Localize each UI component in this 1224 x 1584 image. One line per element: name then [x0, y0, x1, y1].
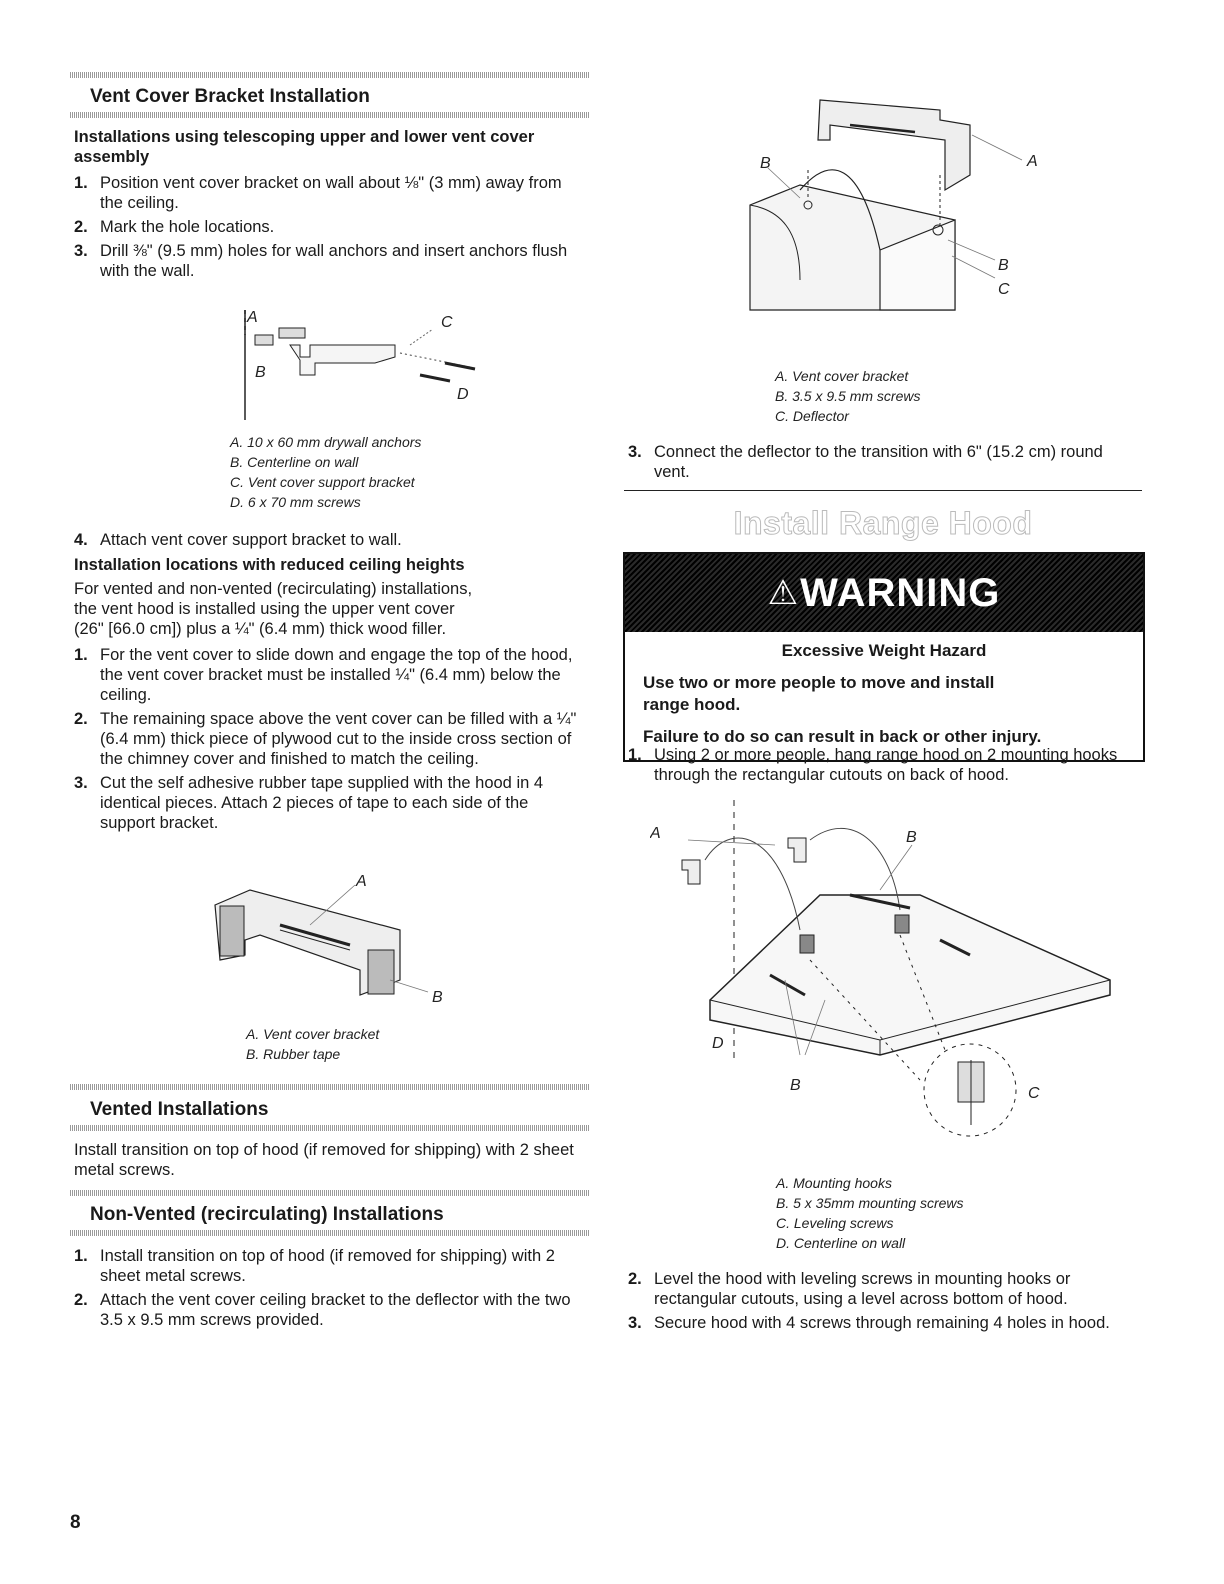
warning-word: WARNING — [800, 570, 1001, 615]
caption-line: D. 6 x 70 mm screws — [230, 494, 361, 510]
warning-line1: Use two or more people to move and install range hood. — [643, 673, 995, 714]
section-rule-top — [70, 1084, 590, 1090]
caption-line: B. Rubber tape — [246, 1046, 341, 1062]
label-a: A — [356, 873, 367, 890]
label-b: B — [906, 829, 917, 846]
figure4-captions — [776, 1173, 1076, 1253]
section-rule-bottom — [70, 1230, 590, 1236]
section-rule-top — [70, 72, 590, 78]
list-item: 1. For the vent cover to slide down and engage the top of the hood, the vent cover bracket must be installed ¼" (6.4 mm) below the ceiling. — [74, 646, 573, 704]
section-rule-bottom — [70, 112, 590, 118]
label-d: D — [457, 386, 469, 403]
reduced-ceiling-paragraph: For vented and non-vented (recirculating) installations, the vent hood is installed using the upper vent cover (26" [66.0 cm]) plus a ¼" (6.4 mm) thick wood filler. — [74, 580, 473, 638]
warning-hazard: Excessive Weight Hazard — [781, 641, 987, 660]
figure-deflector — [740, 80, 1060, 320]
warning-box — [623, 552, 1145, 762]
warning-triangle-icon: ⚠ — [767, 574, 799, 612]
caption-line: B. 5 x 35mm mounting screws — [776, 1195, 964, 1211]
label-a: A — [650, 825, 661, 842]
steps-list-final — [628, 1269, 1118, 1337]
figure-support-bracket — [215, 305, 495, 425]
section-heading-vent-bracket: Vent Cover Bracket Installation — [90, 86, 370, 107]
label-d: D — [712, 1035, 724, 1052]
step4-list — [74, 530, 574, 554]
steps-list-non-vented — [74, 1246, 586, 1334]
figure2-captions — [246, 1024, 496, 1064]
vent-bracket-shape — [818, 100, 970, 190]
divider-line — [624, 490, 1142, 491]
label-c: C — [1028, 1085, 1040, 1102]
figure3-captions — [775, 366, 1035, 426]
label-b: B — [255, 364, 266, 381]
list-item: 2. Level the hood with leveling screws in mounting hooks or rectangular cutouts, using a level across bottom of hood. — [628, 1270, 1071, 1308]
screw-icon — [420, 375, 450, 381]
figure-rubber-tape — [200, 870, 460, 1020]
anchor-icon — [279, 328, 305, 338]
cutout-icon — [895, 915, 909, 933]
warning-body — [625, 632, 1143, 760]
list-item: 2. Attach the vent cover ceiling bracket to the deflector with the two 3.5 x 9.5 mm screws provided. — [74, 1291, 571, 1329]
caption-line: C. Deflector — [775, 408, 849, 424]
subheading-reduced-ceiling: Installation locations with reduced ceiling heights — [74, 556, 465, 574]
mounting-hook-icon — [682, 860, 700, 884]
label-b: B — [790, 1077, 801, 1094]
section-rule-bottom — [70, 1125, 590, 1131]
label-b: B — [432, 989, 443, 1006]
caption-line: A. Mounting hooks — [776, 1175, 892, 1191]
mounting-hook-icon — [788, 838, 806, 862]
rubber-tape-icon — [220, 906, 244, 956]
label-a: A — [247, 309, 258, 326]
label-b: B — [760, 155, 771, 172]
label-c: C — [441, 314, 453, 331]
bracket-shape — [290, 345, 395, 375]
list-item: 1. Using 2 or more people, hang range hood on 2 mounting hooks through the rectangular cutouts on back of hood. — [628, 746, 1118, 784]
section-rule-top — [70, 1190, 590, 1196]
figure1-captions — [230, 432, 530, 512]
anchor-icon — [255, 335, 273, 345]
list-item: 3. Connect the deflector to the transition with 6" (15.2 cm) round vent. — [628, 443, 1103, 481]
subheading-telescoping: Installations using telescoping upper and lower vent cover assembly — [74, 128, 535, 166]
caption-line: B. 3.5 x 9.5 mm screws — [775, 388, 921, 404]
caption-line: B. Centerline on wall — [230, 454, 359, 470]
list-item: 2. Mark the hole locations. — [74, 218, 275, 236]
rubber-tape-icon — [368, 950, 394, 994]
vented-paragraph: Install transition on top of hood (if removed for shipping) with 2 sheet metal screws. — [74, 1141, 574, 1179]
list-item: 3. Drill ⅜" (9.5 mm) holes for wall anchors and insert anchors flush with the wall. — [74, 242, 568, 280]
steps-list-bracket — [74, 173, 574, 285]
install-range-hood-title: Install Range Hood — [733, 505, 1033, 541]
warning-bar — [625, 554, 1143, 632]
label-c: C — [998, 281, 1010, 298]
list-item: 2. The remaining space above the vent cover can be filled with a ¼" (6.4 mm) thick piece of plywood cut to the inside cross section of the chimney cover and finished to match the ceiling. — [74, 710, 577, 768]
list-item: 3. Cut the self adhesive rubber tape supplied with the hood in 4 identical pieces. Attach 2 pieces of tape to each side of the support bracket. — [74, 774, 544, 832]
list-item: 3. Secure hood with 4 screws through remaining 4 holes in hood. — [628, 1314, 1110, 1332]
cutout-icon — [800, 935, 814, 953]
list-item: 1. Install transition on top of hood (if removed for shipping) with 2 sheet metal screws. — [74, 1247, 555, 1285]
warning-line2: Failure to do so can result in back or other injury. — [643, 727, 1042, 746]
figure-range-hood-mounting — [650, 800, 1120, 1150]
steps-list-reduced — [74, 645, 586, 837]
section-heading-non-vented: Non-Vented (recirculating) Installations — [90, 1204, 444, 1225]
label-a: A — [1027, 153, 1038, 170]
caption-line: C. Vent cover support bracket — [230, 474, 415, 490]
list-item: 4. Attach vent cover support bracket to wall. — [74, 531, 402, 549]
caption-line: D. Centerline on wall — [776, 1235, 906, 1251]
list-item: 1. Position vent cover bracket on wall about ⅛" (3 mm) away from the ceiling. — [74, 174, 562, 212]
page-number: 8 — [70, 1512, 81, 1533]
caption-line: A. Vent cover bracket — [246, 1026, 380, 1042]
caption-line: A. 10 x 60 mm drywall anchors — [230, 434, 422, 450]
label-b: B — [998, 257, 1009, 274]
screw-icon — [445, 363, 475, 369]
step1-list — [628, 745, 1128, 789]
caption-line: C. Leveling screws — [776, 1215, 894, 1231]
step3-list — [628, 442, 1128, 486]
section-heading-vented: Vented Installations — [90, 1099, 269, 1120]
caption-line: A. Vent cover bracket — [775, 368, 909, 384]
